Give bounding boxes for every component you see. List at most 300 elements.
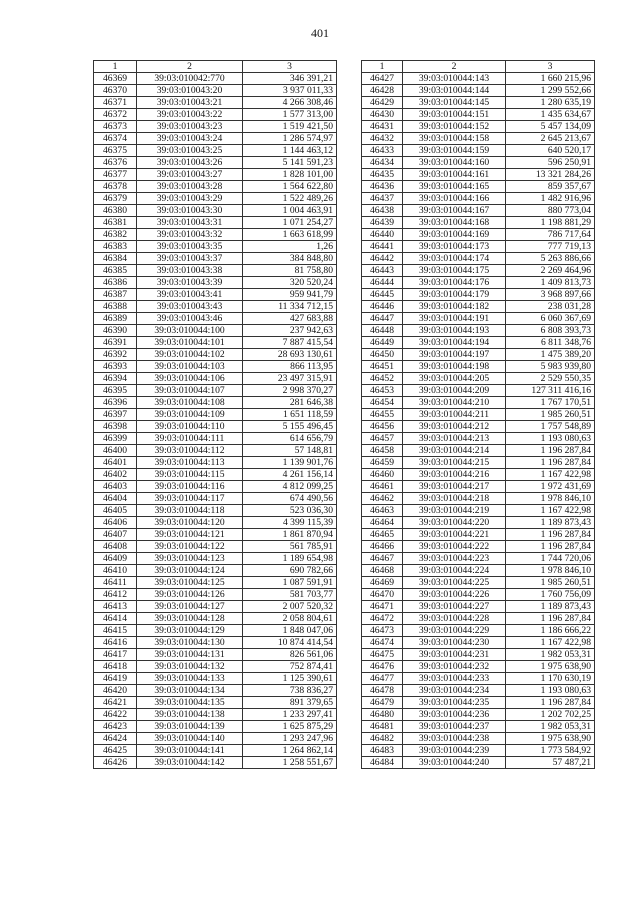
- row-number-cell: 46396: [94, 397, 137, 409]
- row-number-cell: 46376: [94, 157, 137, 169]
- cadastral-number-cell: 39:03:010043:46: [137, 313, 243, 325]
- table-row: [362, 133, 595, 145]
- row-number-cell: 46372: [94, 109, 137, 121]
- table-row: [362, 589, 595, 601]
- table-row: [362, 181, 595, 193]
- cadastral-number-cell: 39:03:010043:39: [137, 277, 243, 289]
- cadastral-number-cell: 39:03:010044:101: [137, 337, 243, 349]
- table-row: [94, 133, 337, 145]
- cadastral-number-cell: 39:03:010044:213: [403, 433, 506, 445]
- header-row: [94, 61, 337, 73]
- row-number-cell: 46441: [362, 241, 403, 253]
- value-cell: 11 334 712,15: [243, 301, 337, 313]
- table-row: [362, 121, 595, 133]
- row-number-cell: 46477: [362, 673, 403, 685]
- value-cell: 1 577 313,00: [243, 109, 337, 121]
- cadastral-number-cell: 39:03:010044:225: [403, 577, 506, 589]
- value-cell: 1 663 618,99: [243, 229, 337, 241]
- cadastral-number-cell: 39:03:010044:221: [403, 529, 506, 541]
- table-row: [362, 625, 595, 637]
- row-number-cell: 46482: [362, 733, 403, 745]
- value-cell: 738 836,27: [243, 685, 337, 697]
- table-row: [94, 457, 337, 469]
- table-row: [94, 85, 337, 97]
- table-row: [362, 397, 595, 409]
- cadastral-number-cell: 39:03:010044:236: [403, 709, 506, 721]
- cadastral-number-cell: 39:03:010044:169: [403, 229, 506, 241]
- cadastral-number-cell: 39:03:010044:234: [403, 685, 506, 697]
- cadastral-number-cell: 39:03:010043:22: [137, 109, 243, 121]
- row-number-cell: 46391: [94, 337, 137, 349]
- row-number-cell: 46395: [94, 385, 137, 397]
- table-row: [94, 157, 337, 169]
- cadastral-number-cell: 39:03:010043:26: [137, 157, 243, 169]
- row-number-cell: 46469: [362, 577, 403, 589]
- row-number-cell: 46436: [362, 181, 403, 193]
- table-row: [94, 409, 337, 421]
- value-cell: 320 520,24: [243, 277, 337, 289]
- row-number-cell: 46387: [94, 289, 137, 301]
- value-cell: 1 975 638,90: [506, 733, 595, 745]
- cadastral-number-cell: 39:03:010044:173: [403, 241, 506, 253]
- table-row: [362, 697, 595, 709]
- right-table: [361, 60, 595, 769]
- cadastral-number-cell: 39:03:010044:152: [403, 121, 506, 133]
- row-number-cell: 46371: [94, 97, 137, 109]
- value-cell: 1 233 297,41: [243, 709, 337, 721]
- column-header: 1: [94, 61, 137, 73]
- cadastral-number-cell: 39:03:010044:210: [403, 397, 506, 409]
- row-number-cell: 46484: [362, 757, 403, 769]
- cadastral-number-cell: 39:03:010044:112: [137, 445, 243, 457]
- cadastral-number-cell: 39:03:010042:770: [137, 73, 243, 85]
- value-cell: 1 189 654,98: [243, 553, 337, 565]
- table-row: [94, 301, 337, 313]
- row-number-cell: 46374: [94, 133, 137, 145]
- cadastral-number-cell: 39:03:010043:30: [137, 205, 243, 217]
- row-number-cell: 46369: [94, 73, 137, 85]
- row-number-cell: 46384: [94, 253, 137, 265]
- value-cell: 1 144 463,12: [243, 145, 337, 157]
- row-number-cell: 46379: [94, 193, 137, 205]
- value-cell: 596 250,91: [506, 157, 595, 169]
- value-cell: 2 269 464,96: [506, 265, 595, 277]
- value-cell: 1 189 873,43: [506, 517, 595, 529]
- row-number-cell: 46437: [362, 193, 403, 205]
- row-number-cell: 46406: [94, 517, 137, 529]
- row-number-cell: 46370: [94, 85, 137, 97]
- row-number-cell: 46452: [362, 373, 403, 385]
- table-row: [94, 709, 337, 721]
- value-cell: 5 263 886,66: [506, 253, 595, 265]
- cadastral-number-cell: 39:03:010043:25: [137, 145, 243, 157]
- table-row: [94, 745, 337, 757]
- table-row: [94, 277, 337, 289]
- value-cell: 6 811 348,76: [506, 337, 595, 349]
- table-row: [94, 697, 337, 709]
- cadastral-number-cell: 39:03:010044:211: [403, 409, 506, 421]
- cadastral-number-cell: 39:03:010044:161: [403, 169, 506, 181]
- row-number-cell: 46413: [94, 601, 137, 613]
- value-cell: 1 189 873,43: [506, 601, 595, 613]
- table-row: [94, 373, 337, 385]
- table-row: [94, 673, 337, 685]
- right-table-body: [362, 61, 595, 769]
- value-cell: 57 148,81: [243, 445, 337, 457]
- table-row: [362, 205, 595, 217]
- cadastral-number-cell: 39:03:010044:160: [403, 157, 506, 169]
- row-number-cell: 46448: [362, 325, 403, 337]
- row-number-cell: 46450: [362, 349, 403, 361]
- row-number-cell: 46403: [94, 481, 137, 493]
- cadastral-number-cell: 39:03:010043:24: [137, 133, 243, 145]
- table-row: [362, 721, 595, 733]
- cadastral-number-cell: 39:03:010044:126: [137, 589, 243, 601]
- row-number-cell: 46410: [94, 565, 137, 577]
- column-header: 2: [137, 61, 243, 73]
- row-number-cell: 46388: [94, 301, 137, 313]
- value-cell: 1 004 463,91: [243, 205, 337, 217]
- cadastral-number-cell: 39:03:010044:131: [137, 649, 243, 661]
- cadastral-number-cell: 39:03:010044:102: [137, 349, 243, 361]
- row-number-cell: 46398: [94, 421, 137, 433]
- table-row: [362, 637, 595, 649]
- value-cell: 1 196 287,84: [506, 697, 595, 709]
- value-cell: 23 497 315,91: [243, 373, 337, 385]
- value-cell: 1 773 584,92: [506, 745, 595, 757]
- value-cell: 1 299 552,66: [506, 85, 595, 97]
- table-row: [94, 253, 337, 265]
- cadastral-number-cell: 39:03:010044:227: [403, 601, 506, 613]
- table-row: [362, 265, 595, 277]
- cadastral-number-cell: 39:03:010044:158: [403, 133, 506, 145]
- row-number-cell: 46479: [362, 697, 403, 709]
- row-number-cell: 46457: [362, 433, 403, 445]
- row-number-cell: 46459: [362, 457, 403, 469]
- table-row: [94, 517, 337, 529]
- row-number-cell: 46420: [94, 685, 137, 697]
- value-cell: 6 808 393,73: [506, 325, 595, 337]
- value-cell: 752 874,41: [243, 661, 337, 673]
- row-number-cell: 46393: [94, 361, 137, 373]
- row-number-cell: 46419: [94, 673, 137, 685]
- row-number-cell: 46383: [94, 241, 137, 253]
- table-row: [362, 529, 595, 541]
- column-header: 3: [506, 61, 595, 73]
- row-number-cell: 46438: [362, 205, 403, 217]
- table-row: [94, 313, 337, 325]
- value-cell: 1 196 287,84: [506, 529, 595, 541]
- table-row: [94, 385, 337, 397]
- value-cell: 1 286 574,97: [243, 133, 337, 145]
- row-number-cell: 46385: [94, 265, 137, 277]
- cadastral-number-cell: 39:03:010044:228: [403, 613, 506, 625]
- row-number-cell: 46415: [94, 625, 137, 637]
- cadastral-number-cell: 39:03:010044:121: [137, 529, 243, 541]
- row-number-cell: 46465: [362, 529, 403, 541]
- value-cell: 1 167 422,98: [506, 469, 595, 481]
- cadastral-number-cell: 39:03:010044:237: [403, 721, 506, 733]
- table-row: [94, 553, 337, 565]
- row-number-cell: 46411: [94, 577, 137, 589]
- table-row: [94, 97, 337, 109]
- row-number-cell: 46475: [362, 649, 403, 661]
- table-row: [362, 97, 595, 109]
- value-cell: 1 522 489,26: [243, 193, 337, 205]
- cadastral-number-cell: 39:03:010044:219: [403, 505, 506, 517]
- value-cell: 5 983 939,80: [506, 361, 595, 373]
- table-row: [94, 337, 337, 349]
- table-row: [362, 229, 595, 241]
- cadastral-number-cell: 39:03:010044:134: [137, 685, 243, 697]
- cadastral-number-cell: 39:03:010044:165: [403, 181, 506, 193]
- row-number-cell: 46429: [362, 97, 403, 109]
- table-row: [362, 481, 595, 493]
- row-number-cell: 46373: [94, 121, 137, 133]
- table-row: [362, 277, 595, 289]
- row-number-cell: 46462: [362, 493, 403, 505]
- table-row: [362, 337, 595, 349]
- cadastral-number-cell: 39:03:010044:151: [403, 109, 506, 121]
- table-row: [362, 445, 595, 457]
- value-cell: 1 293 247,96: [243, 733, 337, 745]
- cadastral-number-cell: 39:03:010044:144: [403, 85, 506, 97]
- table-row: [362, 577, 595, 589]
- table-row: [362, 433, 595, 445]
- page-number: 401: [311, 26, 329, 40]
- table-row: [94, 433, 337, 445]
- value-cell: 1 985 260,51: [506, 409, 595, 421]
- row-number-cell: 46456: [362, 421, 403, 433]
- value-cell: 1 767 170,51: [506, 397, 595, 409]
- table-row: [362, 457, 595, 469]
- cadastral-number-cell: 39:03:010044:191: [403, 313, 506, 325]
- row-number-cell: 46446: [362, 301, 403, 313]
- row-number-cell: 46443: [362, 265, 403, 277]
- cadastral-number-cell: 39:03:010044:159: [403, 145, 506, 157]
- value-cell: 1 757 548,89: [506, 421, 595, 433]
- row-number-cell: 46417: [94, 649, 137, 661]
- value-cell: 1 280 635,19: [506, 97, 595, 109]
- cadastral-number-cell: 39:03:010044:103: [137, 361, 243, 373]
- cadastral-number-cell: 39:03:010044:218: [403, 493, 506, 505]
- table-row: [362, 73, 595, 85]
- table-row: [94, 637, 337, 649]
- cadastral-number-cell: 39:03:010044:176: [403, 277, 506, 289]
- table-row: [94, 169, 337, 181]
- value-cell: 959 941,79: [243, 289, 337, 301]
- row-number-cell: 46455: [362, 409, 403, 421]
- value-cell: 2 998 370,27: [243, 385, 337, 397]
- row-number-cell: 46400: [94, 445, 137, 457]
- table-row: [94, 685, 337, 697]
- table-row: [94, 325, 337, 337]
- table-row: [94, 421, 337, 433]
- value-cell: 561 785,91: [243, 541, 337, 553]
- value-cell: 1 087 591,91: [243, 577, 337, 589]
- value-cell: 1,26: [243, 241, 337, 253]
- cadastral-number-cell: 39:03:010044:100: [137, 325, 243, 337]
- table-row: [362, 649, 595, 661]
- cadastral-number-cell: 39:03:010044:229: [403, 625, 506, 637]
- value-cell: 1 125 390,61: [243, 673, 337, 685]
- value-cell: 1 264 862,14: [243, 745, 337, 757]
- value-cell: 640 520,17: [506, 145, 595, 157]
- row-number-cell: 46389: [94, 313, 137, 325]
- table-row: [94, 241, 337, 253]
- value-cell: 4 266 308,46: [243, 97, 337, 109]
- table-row: [94, 109, 337, 121]
- value-cell: 614 656,79: [243, 433, 337, 445]
- table-row: [362, 385, 595, 397]
- cadastral-number-cell: 39:03:010043:41: [137, 289, 243, 301]
- table-row: [94, 601, 337, 613]
- table-row: [94, 445, 337, 457]
- table-row: [362, 541, 595, 553]
- value-cell: 5 457 134,09: [506, 121, 595, 133]
- value-cell: 1 167 422,98: [506, 505, 595, 517]
- table-row: [94, 193, 337, 205]
- cadastral-number-cell: 39:03:010044:138: [137, 709, 243, 721]
- cadastral-number-cell: 39:03:010044:139: [137, 721, 243, 733]
- row-number-cell: 46476: [362, 661, 403, 673]
- value-cell: 1 978 846,10: [506, 565, 595, 577]
- cadastral-number-cell: 39:03:010044:113: [137, 457, 243, 469]
- value-cell: 1 564 622,80: [243, 181, 337, 193]
- cadastral-number-cell: 39:03:010044:107: [137, 385, 243, 397]
- row-number-cell: 46386: [94, 277, 137, 289]
- row-number-cell: 46409: [94, 553, 137, 565]
- table-row: [362, 409, 595, 421]
- table-row: [94, 469, 337, 481]
- value-cell: 1 519 421,50: [243, 121, 337, 133]
- table-row: [94, 349, 337, 361]
- table-row: [94, 73, 337, 85]
- cadastral-number-cell: 39:03:010044:230: [403, 637, 506, 649]
- cadastral-number-cell: 39:03:010043:21: [137, 97, 243, 109]
- table-row: [362, 469, 595, 481]
- cadastral-number-cell: 39:03:010044:125: [137, 577, 243, 589]
- table-row: [362, 145, 595, 157]
- value-cell: 1 193 080,63: [506, 433, 595, 445]
- value-cell: 4 261 156,14: [243, 469, 337, 481]
- cadastral-number-cell: 39:03:010044:226: [403, 589, 506, 601]
- table-row: [362, 421, 595, 433]
- cadastral-number-cell: 39:03:010044:215: [403, 457, 506, 469]
- row-number-cell: 46421: [94, 697, 137, 709]
- table-row: [362, 565, 595, 577]
- row-number-cell: 46440: [362, 229, 403, 241]
- cadastral-number-cell: 39:03:010044:124: [137, 565, 243, 577]
- table-row: [362, 217, 595, 229]
- value-cell: 1 258 551,67: [243, 757, 337, 769]
- value-cell: 3 937 011,33: [243, 85, 337, 97]
- value-cell: 1 861 870,94: [243, 529, 337, 541]
- value-cell: 1 198 881,29: [506, 217, 595, 229]
- row-number-cell: 46458: [362, 445, 403, 457]
- row-number-cell: 46463: [362, 505, 403, 517]
- table-row: [362, 613, 595, 625]
- cadastral-number-cell: 39:03:010044:142: [137, 757, 243, 769]
- cadastral-number-cell: 39:03:010044:209: [403, 385, 506, 397]
- cadastral-number-cell: 39:03:010044:216: [403, 469, 506, 481]
- row-number-cell: 46470: [362, 589, 403, 601]
- row-number-cell: 46433: [362, 145, 403, 157]
- cadastral-number-cell: 39:03:010044:132: [137, 661, 243, 673]
- cadastral-number-cell: 39:03:010044:212: [403, 421, 506, 433]
- row-number-cell: 46402: [94, 469, 137, 481]
- cadastral-number-cell: 39:03:010043:37: [137, 253, 243, 265]
- row-number-cell: 46467: [362, 553, 403, 565]
- value-cell: 3 968 897,66: [506, 289, 595, 301]
- value-cell: 1 193 080,63: [506, 685, 595, 697]
- column-header: 1: [362, 61, 403, 73]
- table-row: [362, 313, 595, 325]
- cadastral-number-cell: 39:03:010044:240: [403, 757, 506, 769]
- row-number-cell: 46478: [362, 685, 403, 697]
- column-header: 3: [243, 61, 337, 73]
- value-cell: 866 113,95: [243, 361, 337, 373]
- row-number-cell: 46405: [94, 505, 137, 517]
- table-row: [362, 193, 595, 205]
- table-row: [362, 241, 595, 253]
- cadastral-number-cell: 39:03:010044:130: [137, 637, 243, 649]
- row-number-cell: 46431: [362, 121, 403, 133]
- value-cell: 2 007 520,32: [243, 601, 337, 613]
- cadastral-number-cell: 39:03:010044:140: [137, 733, 243, 745]
- cadastral-number-cell: 39:03:010043:32: [137, 229, 243, 241]
- value-cell: 1 186 666,22: [506, 625, 595, 637]
- row-number-cell: 46425: [94, 745, 137, 757]
- value-cell: 523 036,30: [243, 505, 337, 517]
- cadastral-number-cell: 39:03:010044:123: [137, 553, 243, 565]
- row-number-cell: 46464: [362, 517, 403, 529]
- table-row: [362, 301, 595, 313]
- cadastral-number-cell: 39:03:010044:110: [137, 421, 243, 433]
- cadastral-number-cell: 39:03:010044:224: [403, 565, 506, 577]
- row-number-cell: 46381: [94, 217, 137, 229]
- value-cell: 384 848,80: [243, 253, 337, 265]
- table-row: [94, 625, 337, 637]
- value-cell: 1 978 846,10: [506, 493, 595, 505]
- row-number-cell: 46444: [362, 277, 403, 289]
- value-cell: 5 155 496,45: [243, 421, 337, 433]
- cadastral-number-cell: 39:03:010044:168: [403, 217, 506, 229]
- value-cell: 1 139 901,76: [243, 457, 337, 469]
- table-row: [362, 505, 595, 517]
- row-number-cell: 46439: [362, 217, 403, 229]
- value-cell: 4 812 099,25: [243, 481, 337, 493]
- row-number-cell: 46473: [362, 625, 403, 637]
- row-number-cell: 46454: [362, 397, 403, 409]
- table-row: [94, 505, 337, 517]
- cadastral-number-cell: 39:03:010044:118: [137, 505, 243, 517]
- cadastral-number-cell: 39:03:010044:198: [403, 361, 506, 373]
- table-row: [362, 733, 595, 745]
- table-row: [94, 181, 337, 193]
- cadastral-number-cell: 39:03:010044:133: [137, 673, 243, 685]
- left-table: [93, 60, 337, 769]
- value-cell: 1 409 813,73: [506, 277, 595, 289]
- cadastral-number-cell: 39:03:010044:166: [403, 193, 506, 205]
- value-cell: 6 060 367,69: [506, 313, 595, 325]
- row-number-cell: 46435: [362, 169, 403, 181]
- table-row: [362, 85, 595, 97]
- cadastral-number-cell: 39:03:010044:193: [403, 325, 506, 337]
- value-cell: 7 887 415,54: [243, 337, 337, 349]
- row-number-cell: 46472: [362, 613, 403, 625]
- value-cell: 2 529 550,35: [506, 373, 595, 385]
